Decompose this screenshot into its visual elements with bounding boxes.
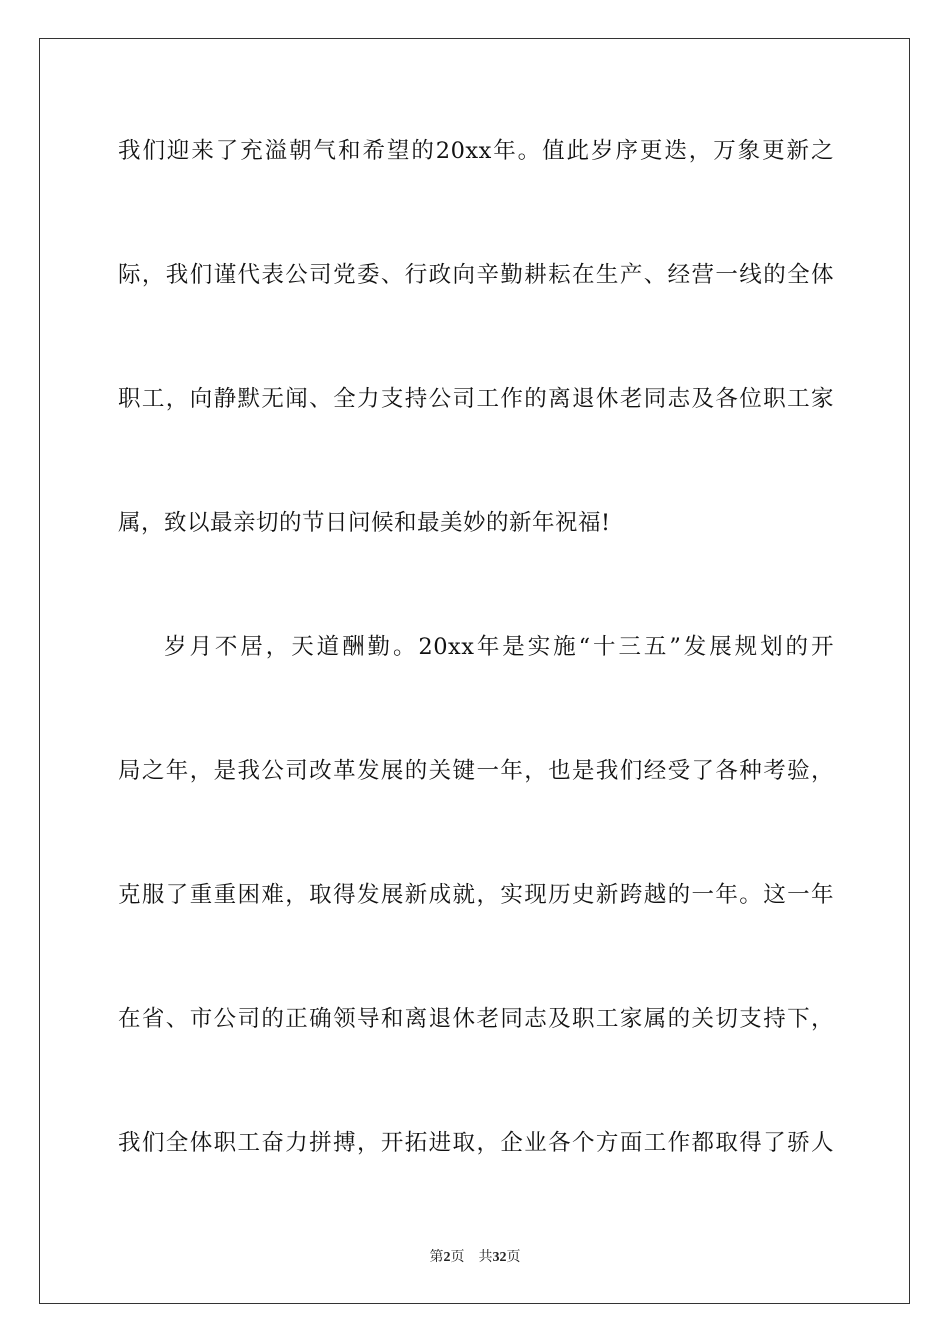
text-line: 我们迎来了充溢朝气和希望的20xx年。值此岁序更迭，万象更新之	[118, 138, 834, 164]
text-line: 在省、市公司的正确领导和离退休老同志及职工家属的关切支持下，	[118, 1006, 834, 1032]
text-line: 我们全体职工奋力拼搏，开拓进取，企业各个方面工作都取得了骄人	[118, 1130, 834, 1156]
page-suffix: 页	[450, 1249, 465, 1265]
page-prefix: 第	[429, 1249, 444, 1265]
text-line: 局之年，是我公司改革发展的关键一年，也是我们经受了各种考验，	[118, 758, 834, 784]
text-line: 属，致以最亲切的节日问候和最美妙的新年祝福!	[118, 510, 611, 536]
text-line: 克服了重重困难，取得发展新成就，实现历史新跨越的一年。这一年	[118, 882, 834, 908]
text-line: 职工，向静默无闻、全力支持公司工作的离退休老同志及各位职工家	[118, 386, 834, 412]
total-pages-number: 32	[492, 1250, 507, 1265]
total-suffix: 页	[506, 1249, 521, 1265]
text-line: 际，我们谨代表公司党委、行政向辛勤耕耘在生产、经营一线的全体	[118, 262, 834, 288]
page-footer	[0, 1248, 950, 1267]
total-prefix: 共	[478, 1249, 493, 1265]
page-border	[39, 38, 910, 1304]
paragraph-first-line: 岁月不居，天道酬勤。20xx年是实施“十三五”发展规划的开	[164, 634, 834, 660]
current-page-number: 2	[443, 1250, 451, 1265]
